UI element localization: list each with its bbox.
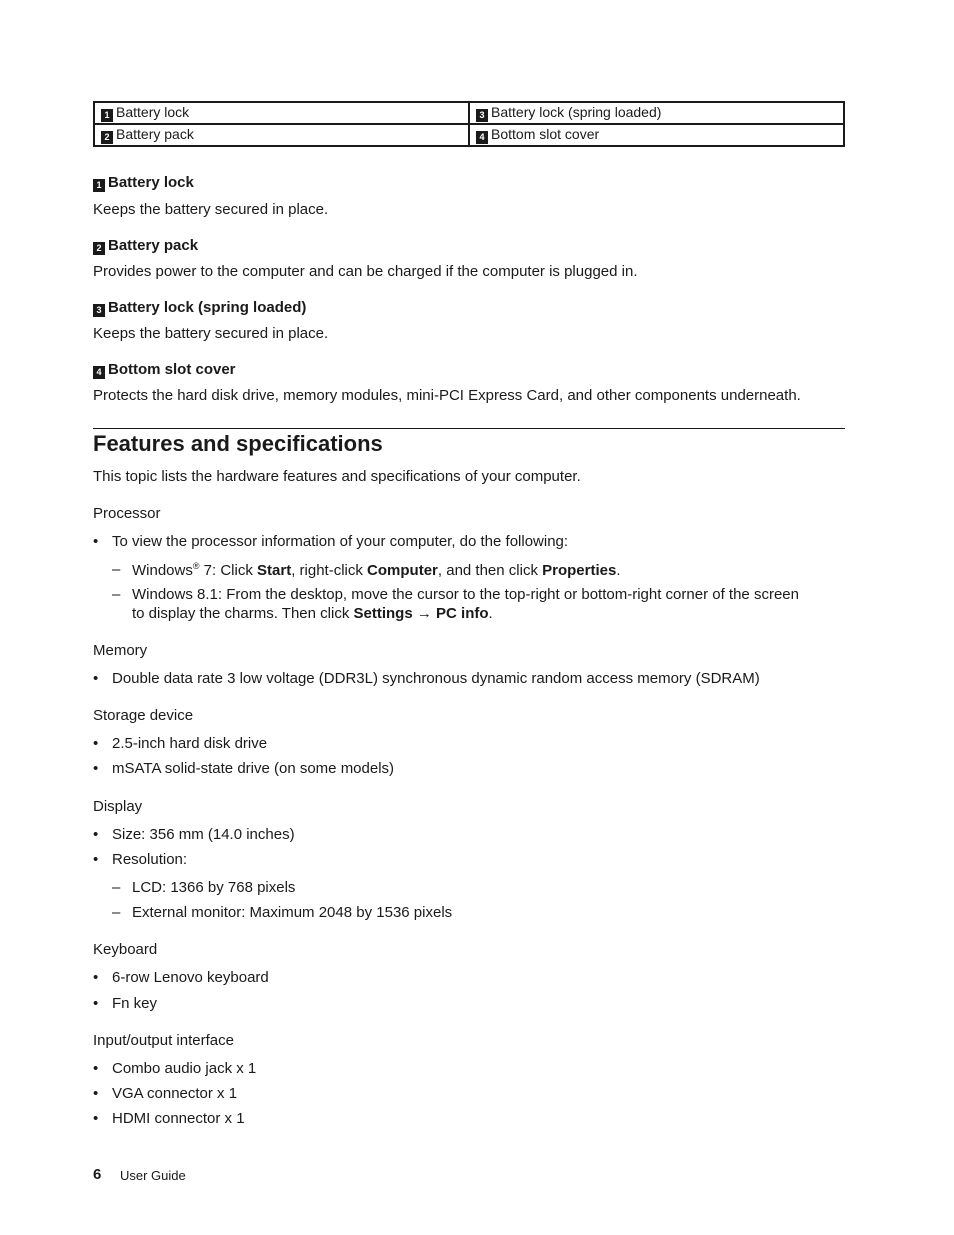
list-item-text: Double data rate 3 low voltage (DDR3L) synchronous dynamic random access memory (SDRAM) [112,670,760,687]
callout-title: Bottom slot cover [108,361,236,378]
table-row [94,102,844,124]
list-item-text: 6-row Lenovo keyboard [112,969,269,986]
keyboard-heading: Keyboard [93,941,158,958]
bullet-icon: • [93,1110,99,1127]
list-item-text: HDMI connector x 1 [112,1110,245,1127]
list-item-text: mSATA solid-state drive (on some models) [112,760,395,777]
table-cell [94,124,469,146]
section-divider [93,428,845,429]
win81-instruction-line2: to display the charms. Then click Settings → PC info. [132,605,493,622]
callout-heading [93,361,236,379]
table-cell [94,102,469,124]
callout-table [93,101,845,147]
callout-description: Keeps the battery secured in place. [93,201,329,218]
arrow-right-icon: → [416,605,432,622]
list-item-text: Resolution: [112,851,188,868]
callout-number-badge: 2 [93,242,105,255]
list-item-text: 2.5-inch hard disk drive [112,735,268,752]
footer-label: User Guide [120,1168,186,1183]
section-title: Features and specifications [93,431,383,456]
section-intro: This topic lists the hardware features and specifications of your computer. [93,468,581,485]
callout-number-badge: 3 [476,109,488,122]
dash-icon: – [112,561,121,578]
bullet-icon: • [93,670,99,687]
callout-number-badge: 3 [93,304,105,317]
callout-number-badge: 1 [101,109,113,122]
callout-number-badge: 1 [93,179,105,192]
callout-heading [93,237,198,255]
callout-heading [93,174,194,192]
win7-instruction: Windows® 7: Click Start, right-click Computer, and then click Properties. [132,561,621,579]
page-number: 6 [93,1166,102,1183]
bullet-icon: • [93,851,99,868]
bullet-icon: • [93,533,99,550]
callout-label: Battery lock (spring loaded) [491,104,662,120]
list-item-text: To view the processor information of your computer, do the following: [112,533,569,550]
callout-number-badge: 4 [93,366,105,379]
bullet-icon: • [93,735,99,752]
callout-description: Protects the hard disk drive, memory modules, mini-PCI Express Card, and other components underneath. [93,387,801,404]
bullet-icon: • [93,969,99,986]
callout-heading [93,299,306,317]
memory-heading: Memory [93,642,148,659]
bullet-icon: • [93,1085,99,1102]
list-item-text: Fn key [112,995,158,1012]
table-row [94,124,844,146]
io-heading: Input/output interface [93,1032,234,1049]
callout-title: Battery lock [108,174,194,191]
list-item-text: LCD: 1366 by 768 pixels [132,879,296,896]
bullet-icon: • [93,826,99,843]
dash-icon: – [112,879,121,896]
storage-heading: Storage device [93,707,194,724]
dash-icon: – [112,586,121,603]
list-item-text: Combo audio jack x 1 [112,1060,257,1077]
callout-description: Provides power to the computer and can be charged if the computer is plugged in. [93,263,638,280]
list-item-text: VGA connector x 1 [112,1085,238,1102]
bullet-icon: • [93,760,99,777]
list-item-text: External monitor: Maximum 2048 by 1536 pixels [132,904,453,921]
dash-icon: – [112,904,121,921]
win81-instruction-line1: Windows 8.1: From the desktop, move the cursor to the top-right or bottom-right corner of the screen [132,586,799,603]
callout-description: Keeps the battery secured in place. [93,325,329,342]
callout-number-badge: 4 [476,131,488,144]
bullet-icon: • [93,995,99,1012]
bullet-icon: • [93,1060,99,1077]
display-heading: Display [93,798,143,815]
callout-label: Bottom slot cover [491,126,600,142]
callout-title: Battery lock (spring loaded) [108,299,307,316]
list-item-text: Size: 356 mm (14.0 inches) [112,826,295,843]
callout-number-badge: 2 [101,131,113,144]
processor-heading: Processor [93,505,161,522]
callout-label: Battery lock [116,104,190,120]
callout-label: Battery pack [116,126,194,142]
table-cell [469,124,844,146]
callout-title: Battery pack [108,237,199,254]
table-cell [469,102,844,124]
